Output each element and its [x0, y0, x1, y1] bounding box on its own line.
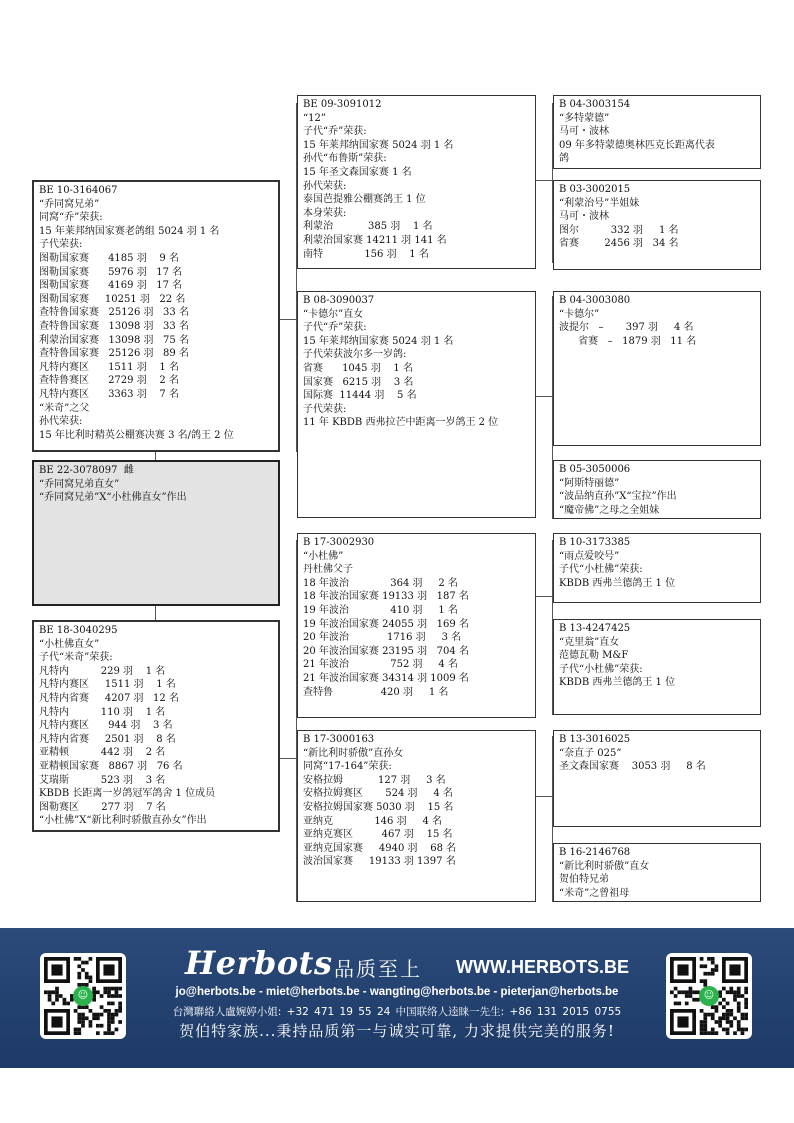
card-line: 鸽 [559, 153, 569, 165]
card-line: 省赛 2456 羽 34 名 [559, 238, 679, 250]
card-line: 15 年比利时精英公棚赛决赛 3 名/鸽王 2 位 [39, 429, 234, 441]
card-line: “乔同窝兄弟”X“小杜佛直女”作出 [39, 492, 187, 504]
card-line: 凡特内赛区 3363 羽 7 名 [39, 388, 179, 400]
card-line: KBDB 长距离一岁鸽冠军鸽舍 1 位成员 [39, 788, 216, 800]
ring-number: B 17-3000163 [303, 734, 375, 745]
card-line: 安格拉姆 127 羽 3 名 [303, 774, 446, 786]
card-line: 本身荣获: [303, 207, 347, 219]
card-line: 图勒国家赛 10251 羽 22 名 [39, 293, 186, 305]
card-line: 贺伯特兄弟 [559, 874, 609, 886]
card-line: 省赛 – 1879 羽 11 名 [559, 335, 697, 347]
card-line: 安格拉姆赛区 524 羽 4 名 [303, 788, 453, 800]
connector-subject [155, 605, 156, 621]
card-line: 省赛 1045 羽 1 名 [303, 362, 413, 374]
ring-number: BE 22-3078097 雌 [39, 465, 134, 476]
ring-number: BE 18-3040295 [39, 625, 118, 636]
ring-number: B 16-2146768 [559, 847, 631, 858]
card-line: 孙代“布鲁斯”荣获: [303, 153, 387, 165]
card-line: 图尔 332 羽 1 名 [559, 224, 679, 236]
dds-card [553, 730, 761, 827]
card-line: 09 年多特蒙德奥林匹克长距离代表 [559, 139, 715, 151]
card-line: 凡特内赛区 1511 羽 1 名 [39, 361, 179, 373]
sire-sire-card [297, 95, 536, 269]
card-line: 利蒙治 385 羽 1 名 [303, 221, 433, 233]
card-line: “米奇”之曾祖母 [559, 887, 630, 899]
card-line: “乔同窝兄弟直女” [39, 478, 120, 490]
card-line: 同窝“乔”荣获: [39, 212, 103, 224]
ring-number: B 13-3016025 [559, 734, 631, 745]
card-line: 18 年波治 364 羽 2 名 [303, 577, 458, 589]
card-line: 亚纳克赛区 467 羽 15 名 [303, 829, 453, 841]
card-line: 凡特内 110 羽 1 名 [39, 706, 166, 718]
card-line: 15 年莱邦纳国家赛老鸽组 5024 羽 1 名 [39, 225, 220, 237]
card-line: 凡特内省赛 2501 羽 8 名 [39, 733, 176, 745]
card-line: “卡德尔”直女 [303, 308, 364, 320]
card-line: 子代“乔”荣获: [303, 322, 367, 334]
dss-card [553, 533, 761, 603]
card-line: 同窝“17-164”荣获: [303, 761, 392, 773]
card-line: 凡特内赛区 944 羽 3 名 [39, 720, 173, 732]
herbots-logo: Herbots [185, 944, 333, 982]
card-line: “克里翁”直女 [559, 636, 620, 648]
ring-number: B 08-3090037 [303, 295, 375, 306]
card-line: “小杜佛直女” [39, 638, 100, 650]
card-line: “魔帝佛”之母之全姐妹 [559, 504, 660, 516]
ring-number: BE 09-3091012 [303, 99, 382, 110]
sds-card [553, 291, 761, 446]
card-line: 亚精顿 442 羽 2 名 [39, 747, 166, 759]
card-line: 国际赛 11444 羽 5 名 [303, 390, 417, 402]
slogan: 品质至上 [334, 957, 422, 981]
connector-sd [535, 396, 553, 397]
dam-card [32, 620, 280, 832]
card-line: 查特鲁赛区 2729 羽 2 名 [39, 375, 179, 387]
card-line: 查特鲁 420 羽 1 名 [303, 686, 449, 698]
card-line: “利蒙治号”半姐妹 [559, 197, 640, 209]
card-line: 图勒国家赛 5976 羽 17 名 [39, 266, 183, 278]
card-line: 凡特内省赛 4207 羽 12 名 [39, 692, 179, 704]
card-line: 马可・波林 [559, 211, 609, 223]
card-line: 凡特内 229 羽 1 名 [39, 665, 166, 677]
sire-dam-card [297, 291, 536, 518]
card-line: “小杜佛”X“新比利时骄傲直孙女”作出 [39, 815, 207, 827]
card-line: “卡德尔” [559, 308, 600, 320]
card-line: 20 年波治国家赛 23195 羽 704 名 [303, 645, 469, 657]
card-line: 19 年波治国家赛 24055 羽 169 名 [303, 618, 469, 630]
wechat-icon: ☺ [73, 986, 93, 1006]
card-line: “阿斯特丽德” [559, 477, 620, 489]
connector-dd [535, 796, 553, 797]
card-line: 国家赛 6215 羽 3 名 [303, 376, 414, 388]
card-line: 圣文森国家赛 3053 羽 8 名 [559, 761, 706, 773]
sdd-card [553, 460, 761, 519]
card-line: 马可・波林 [559, 126, 609, 138]
card-line: “雨点爱咬号” [559, 550, 620, 562]
dam-dam-card [297, 730, 536, 902]
dam-sire-card [297, 533, 536, 718]
card-line: 波提尔 – 397 羽 4 名 [559, 322, 694, 334]
card-line: 亚纳克国家赛 4940 羽 68 名 [303, 842, 457, 854]
card-line: “新比利时骄傲”直女 [559, 860, 650, 872]
card-line: 波治国家赛 19133 羽 1397 名 [303, 856, 456, 868]
ddd-card [553, 843, 761, 902]
card-line: “小杜佛” [303, 550, 344, 562]
card-line: 查特鲁国家赛 13098 羽 33 名 [39, 320, 189, 332]
connector-dam [279, 758, 297, 759]
sire-card [32, 180, 280, 452]
connector-sire [279, 319, 297, 320]
ring-number: BE 10-3164067 [39, 185, 118, 196]
sss-card [553, 95, 761, 169]
card-line: 图勒赛区 277 羽 7 名 [39, 801, 166, 813]
card-line: 18 年波治国家赛 19133 羽 187 名 [303, 591, 469, 603]
card-line: 孙代荣获: [39, 416, 83, 428]
card-line: KBDB 西弗兰德鸽王 1 位 [559, 577, 676, 589]
card-line: 安格拉姆国家赛 5030 羽 15 名 [303, 801, 454, 813]
card-line: 查特鲁国家赛 25126 羽 89 名 [39, 348, 189, 360]
dsd-card [553, 619, 761, 715]
card-line: 21 年波治 752 羽 4 名 [303, 659, 458, 671]
card-line: “新比利时骄傲”直孙女 [303, 747, 404, 759]
connector-ss [535, 180, 553, 181]
card-line: 图勒国家赛 4185 羽 9 名 [39, 252, 179, 264]
card-line: 查特鲁国家赛 25126 羽 33 名 [39, 307, 189, 319]
card-line: 21 年波治国家赛 34314 羽 1009 名 [303, 672, 469, 684]
subject-card [32, 460, 280, 606]
card-line: “米奇”之父 [39, 402, 90, 414]
card-line: 艾瑞斯 523 羽 3 名 [39, 774, 166, 786]
card-line: 南特 156 羽 1 名 [303, 248, 429, 260]
card-line: “12” [303, 112, 326, 124]
card-line: KBDB 西弗兰德鸽王 1 位 [559, 677, 676, 689]
card-line: 15 年圣文森国家赛 1 名 [303, 166, 412, 178]
ring-number: B 05-3050006 [559, 464, 631, 475]
card-line: 利蒙治国家赛 14211 羽 141 名 [303, 234, 447, 246]
card-line: 子代荣获波尔多一岁鸽: [303, 349, 407, 361]
ring-number: B 04-3003080 [559, 295, 631, 306]
card-line: 子代“小杜佛”荣获: [559, 564, 643, 576]
card-line: 泰国芭提雅公棚赛鸽王 1 位 [303, 194, 426, 206]
card-line: 图勒国家赛 4169 羽 17 名 [39, 280, 183, 292]
card-line: 亚精顿国家赛 8867 羽 76 名 [39, 760, 183, 772]
card-line: “乔同窝兄弟” [39, 198, 100, 210]
card-line: 子代荣获: [39, 239, 83, 251]
ring-number: B 17-3002930 [303, 537, 375, 548]
email-list[interactable]: jo@herbots.be - miet@herbots.be - wangting@herbots.be - pieterjan@herbots.be [175, 986, 619, 998]
card-line: 利蒙治国家赛 13098 羽 75 名 [39, 334, 189, 346]
wechat-icon: ☺ [699, 986, 719, 1006]
card-line: 20 年波治 1716 羽 3 名 [303, 632, 462, 644]
card-line: 19 年波治 410 羽 1 名 [303, 604, 458, 616]
ring-number: B 13-4247425 [559, 623, 631, 634]
card-line: 子代“米奇”荣获: [39, 652, 113, 664]
card-line: “奈直子 025” [559, 747, 622, 759]
ring-number: B 03-3002015 [559, 184, 631, 195]
ring-number: B 10-3173385 [559, 537, 631, 548]
card-line: 子代荣获: [303, 403, 347, 415]
card-line: 范德瓦勒 M&F [559, 650, 629, 662]
card-line: “波品纳直孙”X“宝拉”作出 [559, 491, 677, 503]
card-line: “多特蒙德” [559, 112, 610, 124]
card-line: 15 年莱邦纳国家赛 5024 羽 1 名 [303, 139, 454, 151]
card-line: 丹杜佛父子 [303, 564, 353, 576]
card-line: 亚纳克 146 羽 4 名 [303, 815, 443, 827]
tagline: 贺伯特家族...秉持品质第一与诚实可靠, 力求提供完美的服务! [179, 1022, 615, 1040]
contact-phones: 台灣聯絡人盧婉婷小姐: +32 471 19 55 24 中国联络人逵睐一先生: +86 131 2015 0755 [172, 1006, 622, 1018]
card-line: 子代“小杜佛”荣获: [559, 663, 643, 675]
card-line: 凡特内赛区 1511 羽 1 名 [39, 679, 176, 691]
connector-ds [535, 596, 553, 597]
card-line: 孙代荣获: [303, 180, 347, 192]
ring-number: B 04-3003154 [559, 99, 631, 110]
ssd-card [553, 180, 761, 270]
card-line: 15 年莱邦纳国家赛 5024 羽 1 名 [303, 335, 454, 347]
card-line: 11 年 KBDB 西弗拉芒中距离一岁鸽王 2 位 [303, 417, 499, 429]
website-link[interactable]: WWW.HERBOTS.BE [456, 957, 629, 977]
card-line: 子代“乔”荣获: [303, 126, 367, 138]
